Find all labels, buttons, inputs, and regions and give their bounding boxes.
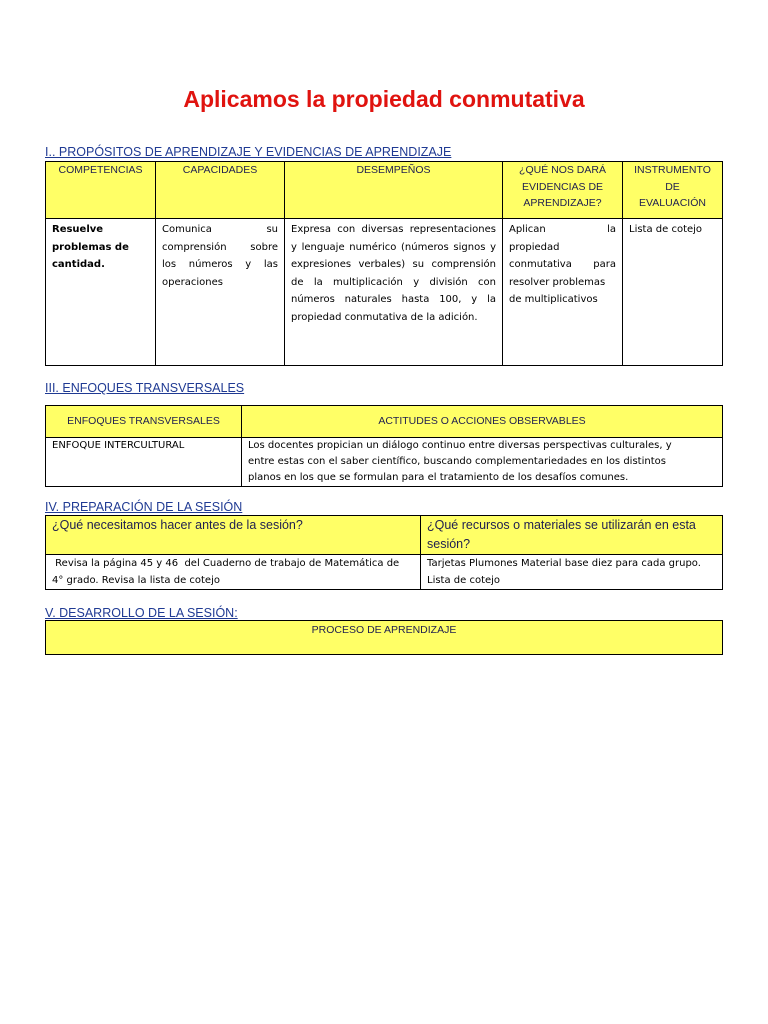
cell-competencia: [46, 219, 156, 366]
desempeno-line: números naturales hasta 100, y la: [291, 294, 496, 305]
cell-instrumento: Lista de cotejo: [623, 219, 723, 366]
header-proceso: PROCESO DE APRENDIZAJE: [46, 621, 723, 655]
evidencia-line: resolver problemas: [509, 276, 606, 288]
actitud-line: entre estas con el saber científico, buscando complementariedades en los distintos: [248, 456, 666, 467]
evidencia-line: Aplican la: [509, 224, 616, 235]
cell-desempeno: [285, 219, 503, 366]
header-evidencias: [503, 162, 623, 219]
section-5-heading: V. DESARROLLO DE LA SESIÓN:: [45, 606, 238, 620]
desempeno-line: propiedad conmutativa de la adición.: [291, 311, 478, 323]
capacidad-line: Comunica su: [162, 224, 278, 235]
header-recursos-line: ¿Qué recursos o materiales se utilizarán en esta: [427, 518, 696, 532]
desempeno-line: Expresa con diversas representaciones: [291, 224, 496, 235]
desempeno-line: y lenguaje numérico (números signos y: [291, 241, 496, 253]
desempeno-line: expresiones verbales) su comprensión: [291, 259, 496, 270]
recursos-line: Tarjetas Plumones Material base diez para cada grupo.: [427, 558, 701, 569]
header-enfoques: ENFOQUES TRANSVERSALES: [46, 406, 242, 438]
evidencia-line: de multiplicativos: [509, 294, 598, 305]
header-antes: ¿Qué necesitamos hacer antes de la sesión?: [46, 516, 421, 555]
header-competencias: COMPETENCIAS: [46, 162, 156, 219]
header-evidencias-line: EVIDENCIAS DE: [521, 180, 604, 193]
header-capacidades: CAPACIDADES: [156, 162, 285, 219]
page-title: Aplicamos la propiedad conmutativa: [183, 86, 585, 112]
cell-actitud: [242, 438, 723, 487]
capacidad-line: operaciones: [162, 276, 223, 288]
competencia-line: cantidad.: [52, 259, 105, 270]
cell-enfoque: ENFOQUE INTERCULTURAL: [46, 438, 242, 487]
header-evidencias-line: APRENDIZAJE?: [523, 197, 602, 209]
header-instrumento: [623, 162, 723, 219]
header-actitudes: ACTITUDES O ACCIONES OBSERVABLES: [242, 406, 723, 438]
evidencia-line: propiedad: [509, 241, 560, 253]
cell-capacidad: [156, 219, 285, 366]
header-recursos-line: sesión?: [427, 537, 471, 551]
competencia-line: Resuelve: [52, 224, 104, 235]
header-instrumento-line: INSTRUMENTO DE: [634, 164, 711, 193]
antes-line: Revisa la página 45 y 46 del Cuaderno de trabajo de Matemática de: [52, 558, 400, 569]
section-4-heading: IV. PREPARACIÓN DE LA SESIÓN: [45, 500, 243, 514]
cell-recursos: [421, 555, 723, 590]
capacidad-line: comprensión sobre: [162, 241, 278, 253]
proposito-table: [45, 161, 723, 366]
cell-antes: [46, 555, 421, 590]
antes-line: 4° grado. Revisa la lista de cotejo: [52, 575, 220, 586]
preparacion-table: [45, 515, 723, 590]
section-3-heading: III. ENFOQUES TRANSVERSALES: [45, 381, 245, 395]
recursos-line: Lista de cotejo: [427, 575, 501, 586]
enfoques-table: [45, 405, 723, 487]
header-desempenos: DESEMPEÑOS: [285, 162, 503, 219]
header-instrumento-line: EVALUACIÓN: [639, 197, 706, 209]
desempeno-line: de la multiplicación y división con: [291, 276, 496, 288]
evidencia-line: conmutativa para: [509, 259, 616, 270]
section-1-heading: I.. PROPÓSITOS DE APRENDIZAJE Y EVIDENCIAS DE APRENDIZAJE: [45, 145, 452, 159]
actitud-line: planos en los que se formulan para el tratamiento de los desafíos comunes.: [248, 472, 629, 483]
desarrollo-table: [45, 620, 723, 655]
header-recursos: [421, 516, 723, 555]
capacidad-line: los números y las: [162, 259, 278, 270]
header-evidencias-line: ¿QUÉ NOS DARÁ: [519, 164, 606, 176]
cell-evidencia: [503, 219, 623, 366]
actitud-line: Los docentes propician un diálogo continuo entre diversas perspectivas culturales, y: [248, 440, 672, 451]
competencia-line: problemas de: [52, 241, 129, 253]
